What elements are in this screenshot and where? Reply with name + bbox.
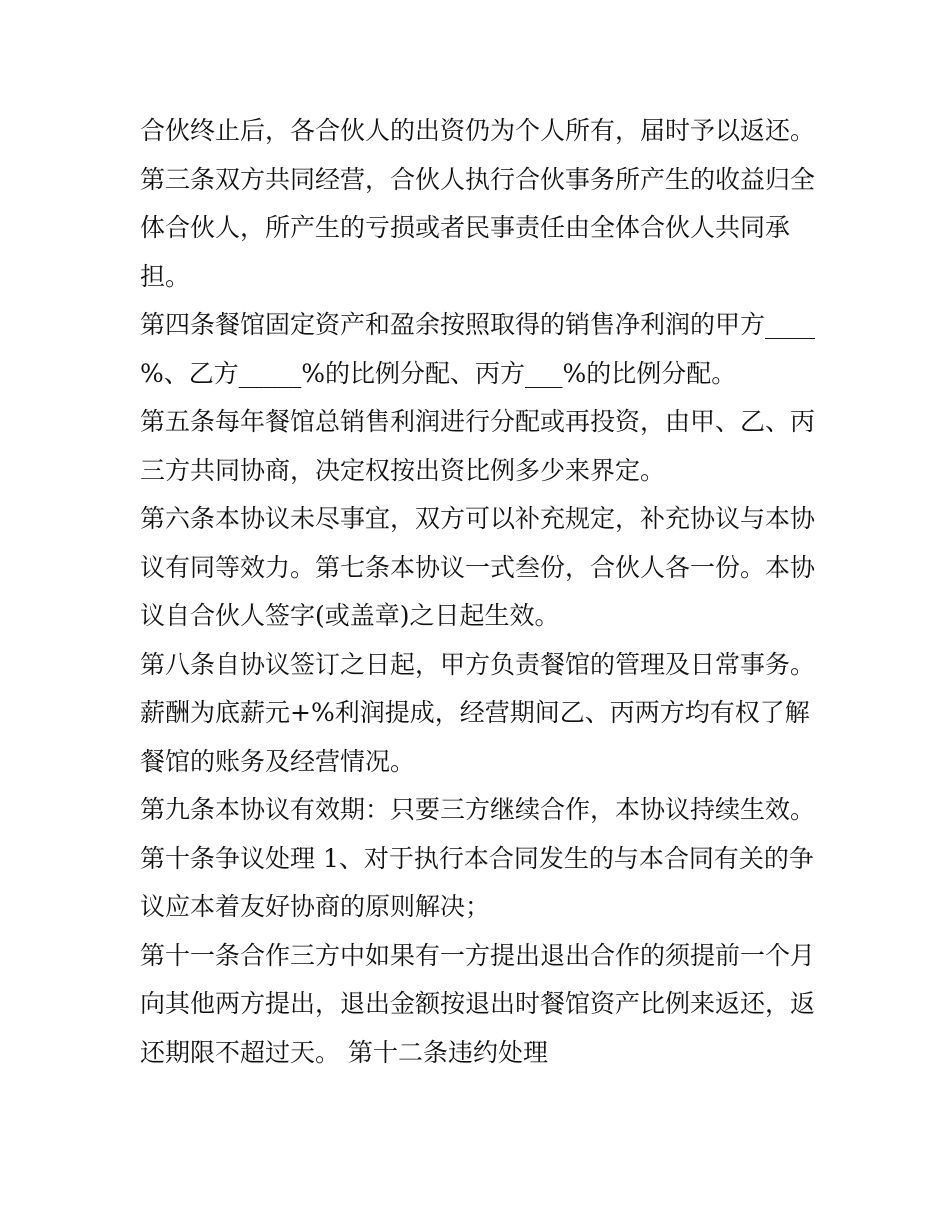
text-line: 还期限不超过天。 第十二条违约处理 (140, 1037, 548, 1067)
text-line: 第六条本协议未尽事宜，双方可以补充规定，补充协议与本协 (140, 504, 816, 533)
text-line: 议应本着友好协商的原则解决； (140, 892, 491, 921)
text-line: 第五条每年餐馆总销售利润进行分配或再投资，由甲、乙、丙 (140, 407, 816, 436)
text-line: 体合伙人，所产生的亏损或者民事责任由全体合伙人共同承 (140, 213, 791, 242)
text-line: 合伙终止后，各合伙人的出资仍为个人所有，届时予以返还。 (140, 116, 816, 145)
text-line: 第九条本协议有效期：只要三方继续合作，本协议持续生效。 (140, 795, 816, 824)
text-line: 议自合伙人签字(或盖章)之日起生效。 (140, 601, 560, 630)
text-line: 第四条餐馆固定资产和盈余按照取得的销售净利润的甲方____ (140, 310, 816, 339)
text-line: 第三条双方共同经营，合伙人执行合伙事务所产生的收益归全 (140, 164, 816, 194)
text-line: 议有同等效力。第七条本协议一式叁份，合伙人各一份。本协 (140, 552, 816, 582)
text-line: 薪酬为底薪元+%利润提成，经营期间乙、丙两方均有权了解 (140, 698, 810, 727)
text-line: 第十条争议处理 1、对于执行本合同发生的与本合同有关的争 (140, 843, 814, 873)
text-line: 三方共同协商，决定权按出资比例多少来界定。 (140, 455, 666, 485)
text-line: 餐馆的账务及经营情况。 (140, 746, 416, 776)
text-line: 向其他两方提出，退出金额按退出时餐馆资产比例来返还，返 (140, 989, 816, 1018)
text-line: 担。 (140, 261, 191, 291)
text-line: 第十一条合作三方中如果有一方提出退出合作的须提前一个月 (140, 940, 816, 970)
text-line: 第八条自协议签订之日起，甲方负责餐馆的管理及日常事务。 (140, 649, 816, 679)
text-line: %、乙方_____%的比例分配、丙方___%的比例分配。 (140, 358, 737, 388)
document-body (140, 107, 815, 1077)
